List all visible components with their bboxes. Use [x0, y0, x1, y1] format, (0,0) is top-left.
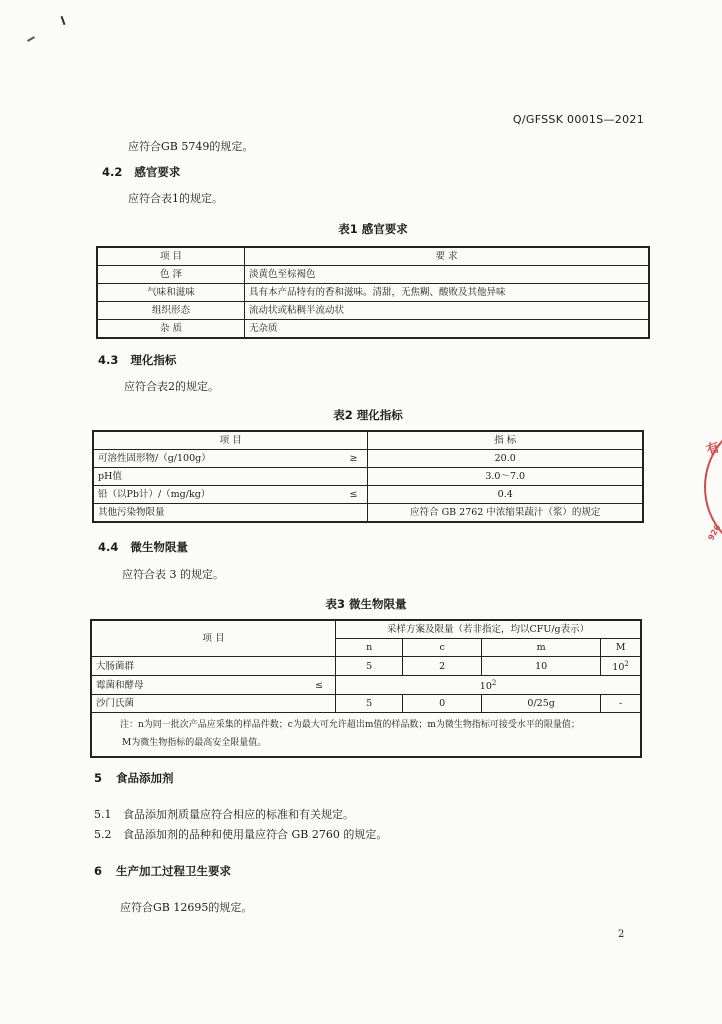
paragraph: 应符合表 3 的规定。 — [122, 568, 224, 581]
section-title: 食品添加剂 — [116, 771, 174, 785]
section-title: 理化指标 — [130, 353, 177, 367]
table-header-cell: 采样方案及限量（若非指定，均以CFU/g表示） — [336, 620, 641, 639]
table-header-cell: 要 求 — [245, 247, 650, 266]
table-2 — [92, 430, 644, 523]
scan-mark — [61, 16, 66, 25]
table-cell: 组织形态 — [97, 302, 245, 320]
table-cell: 0.4 — [368, 486, 643, 504]
table-caption: 表2 理化指标 — [333, 408, 403, 422]
value-exponent: 2 — [491, 679, 497, 688]
table-cell: 流动状或粘稠半流动状 — [245, 302, 650, 320]
section-heading — [102, 164, 180, 180]
table-cell: 其他污染物限量 — [93, 504, 339, 523]
paragraph: 应符合表1的规定。 — [128, 192, 223, 205]
value-base: 10 — [612, 662, 625, 674]
table-cell: ≤ — [339, 486, 368, 504]
section-number: 4.4 — [98, 540, 119, 554]
table-cell: 5 — [336, 695, 403, 713]
table-header-cell: M — [601, 639, 641, 657]
clause-number: 5.2 — [94, 828, 112, 841]
table-3 — [90, 619, 642, 758]
note-line: M为微生物指标的最高安全限量值。 — [122, 738, 267, 749]
paragraph: 应符合GB 5749的规定。 — [128, 140, 254, 153]
seal-stamp: 有 926 — [700, 410, 722, 560]
section-title: 生产加工过程卫生要求 — [116, 864, 232, 878]
value-base: 10 — [479, 681, 492, 693]
section-number: 4.3 — [98, 353, 119, 367]
section-title: 感官要求 — [134, 165, 181, 179]
clause — [94, 806, 354, 822]
table-cell — [339, 468, 368, 486]
table-cell: 杂 质 — [97, 320, 245, 339]
table-cell: 霉菌和酵母 — [91, 676, 303, 695]
table-cell — [339, 504, 368, 523]
table-cell: 0/25g — [482, 695, 601, 713]
table-cell: 20.0 — [368, 450, 643, 468]
clause-number: 5.1 — [94, 808, 112, 821]
section-heading — [94, 863, 231, 879]
table-caption: 表1 感官要求 — [338, 222, 408, 236]
table-cell: 气味和滋味 — [97, 284, 245, 302]
table-cell: 无杂质 — [245, 320, 650, 339]
doc-number: Q/GFSSK 0001S—2021 — [512, 113, 644, 126]
table-cell — [336, 676, 641, 695]
table-cell: pH值 — [93, 468, 339, 486]
table-cell: 具有本产品特有的香和滋味。清甜，无焦糊、酸败及其他异味 — [245, 284, 650, 302]
note-line: 注：n为同一批次产品应采集的样品件数；c为最大可允许超出m值的样品数；m为微生物指标可接受水平的限量值； — [120, 720, 580, 731]
table-note — [91, 713, 641, 758]
table-header-cell: n — [336, 639, 403, 657]
paragraph: 应符合GB 12695的规定。 — [120, 901, 253, 914]
table-cell: - — [601, 695, 641, 713]
clause — [94, 826, 387, 842]
section-number: 4.2 — [102, 165, 123, 179]
clause-text: 食品添加剂的品种和使用量应符合 GB 2760 的规定。 — [123, 828, 388, 841]
section-number: 6 — [94, 864, 103, 878]
table-cell: 可溶性固形物/（g/100g） — [93, 450, 339, 468]
table-1 — [96, 246, 650, 339]
section-heading — [94, 770, 174, 786]
table-cell: 应符合 GB 2762 中浓缩果蔬汁（浆）的规定 — [368, 504, 643, 523]
table-caption: 表3 微生物限量 — [325, 597, 407, 611]
table-cell: 色 泽 — [97, 266, 245, 284]
value-exponent: 2 — [624, 660, 629, 668]
section-heading — [98, 352, 176, 368]
table-cell: ≥ — [339, 450, 368, 468]
table-header-cell: 项 目 — [93, 431, 368, 450]
table-header-cell: 项 目 — [97, 247, 245, 266]
section-heading — [98, 539, 188, 555]
table-header-cell: c — [403, 639, 482, 657]
clause-text: 食品添加剂质量应符合相应的标准和有关规定。 — [123, 808, 354, 821]
table-cell: 沙门氏菌 — [91, 695, 336, 713]
table-cell: 大肠菌群 — [91, 657, 336, 676]
table-header-cell: m — [482, 639, 601, 657]
table-cell: 淡黄色至棕褐色 — [245, 266, 650, 284]
table-cell: 0 — [403, 695, 482, 713]
table-cell: 3.0～7.0 — [368, 468, 643, 486]
section-number: 5 — [94, 771, 103, 785]
table-cell: 5 — [336, 657, 403, 676]
paragraph: 应符合表2的规定。 — [124, 380, 219, 393]
scan-mark — [27, 36, 35, 42]
table-header-cell: 指 标 — [368, 431, 643, 450]
table-cell: 铅（以Pb计）/（mg/kg） — [93, 486, 339, 504]
table-cell — [601, 657, 641, 676]
section-title: 微生物限量 — [130, 540, 188, 554]
table-cell: 2 — [403, 657, 482, 676]
table-cell: 10 — [482, 657, 601, 676]
page-number: 2 — [618, 929, 625, 940]
table-cell: ≤ — [303, 676, 336, 695]
table-header-cell: 项 目 — [91, 620, 336, 657]
